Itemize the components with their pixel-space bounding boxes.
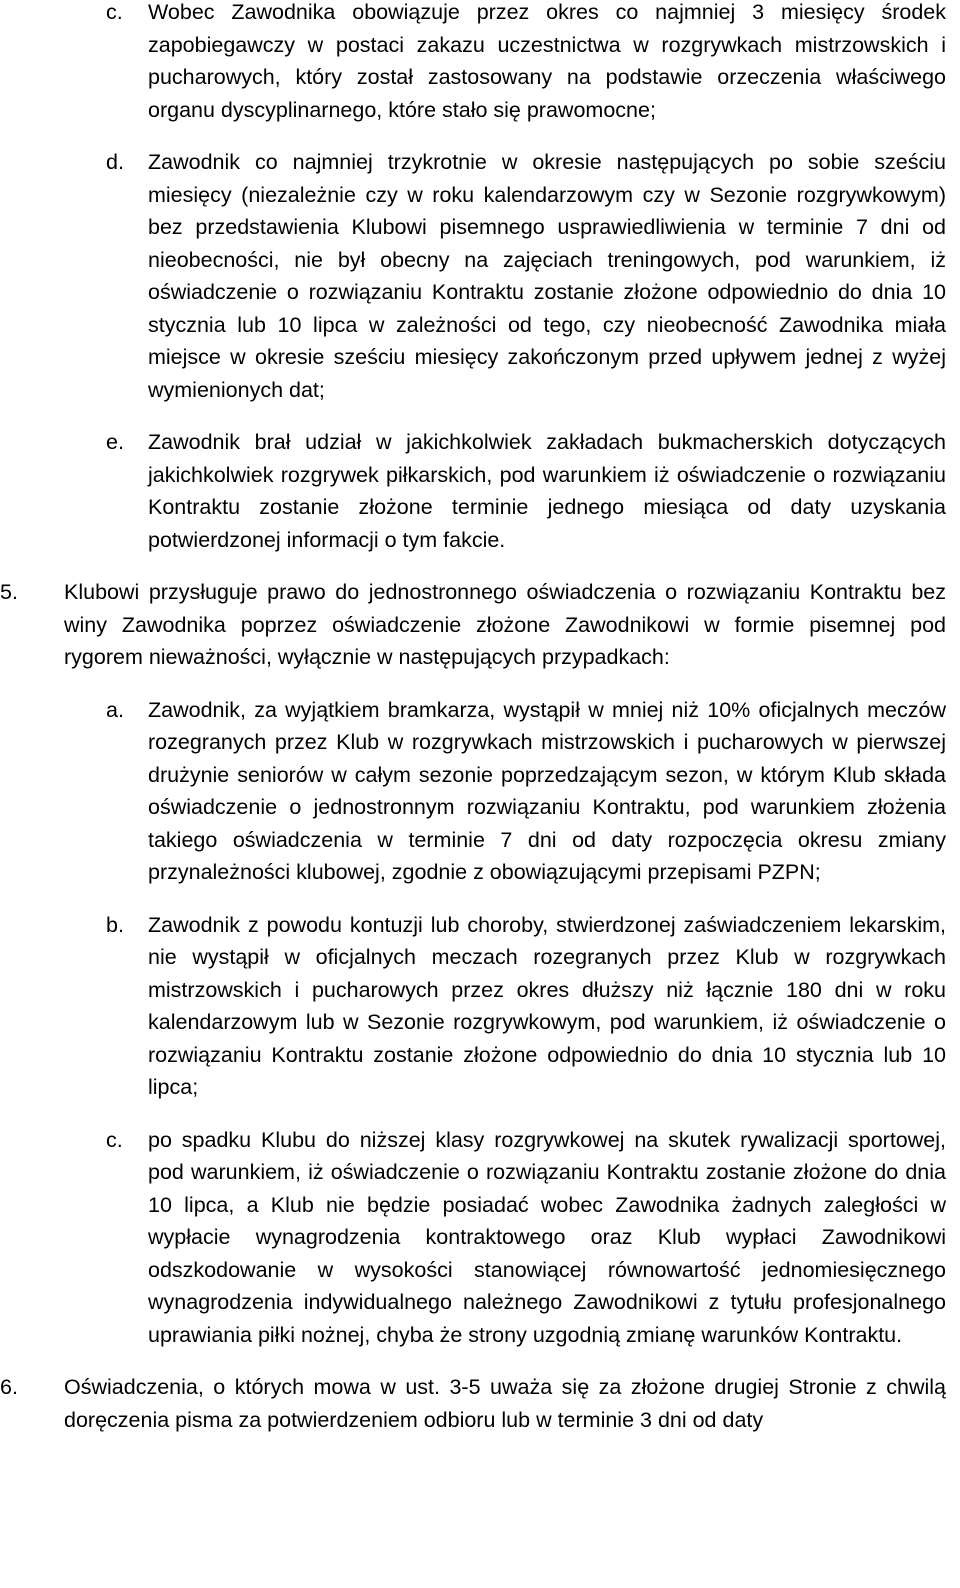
list-item-c-2 <box>106 1124 946 1352</box>
list-marker: a. <box>106 697 124 722</box>
list-item-text: Zawodnik brał udział w jakichkolwiek zakładach bukmacherskich dotyczących jakichkolwiek rozgrywek piłkarskich, pod warunkiem iż oświadczenie o rozwiązaniu Kontraktu zostanie złożone terminie jednego miesiąca od daty uzyskania potwierdzonej informacji o tym fakcie. <box>148 430 946 552</box>
list-item-a <box>106 694 946 889</box>
list-marker: c. <box>106 0 123 24</box>
list-item-text: Zawodnik, za wyjątkiem bramkarza, wystąpił w mniej niż 10% oficjalnych meczów rozegranych przez Klub w rozgrywkach mistrzowskich i pucharowych w pierwszej drużynie seniorów w całym sezonie poprzedzającym sezon, w którym Klub składa oświadczenie o jednostronnym rozwiązaniu Kontraktu, pod warunkiem złożenia takiego oświadczenia w terminie 7 dni od daty rozpoczęcia okresu zmiany przynależności klubowej, zgodnie z obowiązującymi przepisami PZPN; <box>148 697 946 884</box>
list-marker: e. <box>106 430 124 454</box>
list-item-c <box>106 0 946 126</box>
paragraph-number: 6. <box>0 1375 18 1399</box>
paragraph-text: Klubowi przysługuje prawo do jednostronnego oświadczenia o rozwiązaniu Kontraktu bez winy Zawodnika poprzez oświadczenie złożone Zawodnikowi w formie pisemnej pod rygorem nieważności, wyłącznie w następujących przypadkach: <box>64 580 946 669</box>
list-marker: d. <box>106 150 124 174</box>
paragraph-number: 5. <box>0 580 18 604</box>
list-item-text: Zawodnik co najmniej trzykrotnie w okresie następujących po sobie sześciu miesięcy (niezależnie czy w roku kalendarzowym czy w Sezonie rozgrywkowym) bez przedstawienia Klubowi pisemnego usprawiedliwienia w terminie 7 dni od nieobecności, nie był obecny na zajęciach treningowych, pod warunkiem, iż oświadczenie o rozwiązaniu Kontraktu zostanie złożone odpowiednio do dnia 10 stycznia lub 10 lipca w zależności od tego, czy nieobecność Zawodnika miała miejsce w okresie sześciu miesięcy zakończonym przed upływem jednej z wyżej wymienionych dat; <box>148 150 946 402</box>
numbered-paragraph-6 <box>0 1371 946 1436</box>
list-item-e <box>106 426 946 556</box>
paragraph-text: Oświadczenia, o których mowa w ust. 3-5 uważa się za złożone drugiej Stronie z chwilą doręczenia pisma za potwierdzeniem odbioru lub w terminie 3 dni od daty <box>64 1375 946 1432</box>
list-marker: b. <box>106 912 124 937</box>
list-item-b <box>106 909 946 1104</box>
numbered-paragraph-5 <box>0 576 946 674</box>
list-item-text: Wobec Zawodnika obowiązuje przez okres co najmniej 3 miesięcy środek zapobiegawczy w postaci zakazu uczestnictwa w rozgrywkach mistrzowskich i pucharowych, który został zastosowany na podstawie orzeczenia właściwego organu dyscyplinarnego, które stało się prawomocne; <box>148 0 946 122</box>
list-item-d <box>106 146 946 406</box>
list-item-text: po spadku Klubu do niższej klasy rozgrywkowej na skutek rywalizacji sportowej, pod warunkiem, iż oświadczenie o rozwiązaniu Kontraktu zostanie złożone do dnia 10 lipca, a Klub nie będzie posiadać wobec Zawodnika żadnych zaległości w wypłacie wynagrodzenia kontraktowego oraz Klub wypłaci Zawodnikowi odszkodowanie w wysokości stanowiącej równowartość jednomiesięcznego wynagrodzenia indywidualnego należnego Zawodnikowi z tytułu profesjonalnego uprawiania piłki nożnej, chyba że strony uzgodnią zmianę warunków Kontraktu. <box>148 1127 946 1347</box>
list-marker: c. <box>106 1127 123 1152</box>
list-item-text: Zawodnik z powodu kontuzji lub choroby, stwierdzonej zaświadczeniem lekarskim, nie wystąpił w oficjalnych meczach rozegranych przez Klub w rozgrywkach mistrzowskich i pucharowych przez okres dłuższy niż łącznie 180 dni w roku kalendarzowym lub w Sezonie rozgrywkowym, pod warunkiem, iż oświadczenie o rozwiązaniu Kontraktu zostanie złożone odpowiednio do dnia 10 stycznia lub 10 lipca; <box>148 912 946 1099</box>
